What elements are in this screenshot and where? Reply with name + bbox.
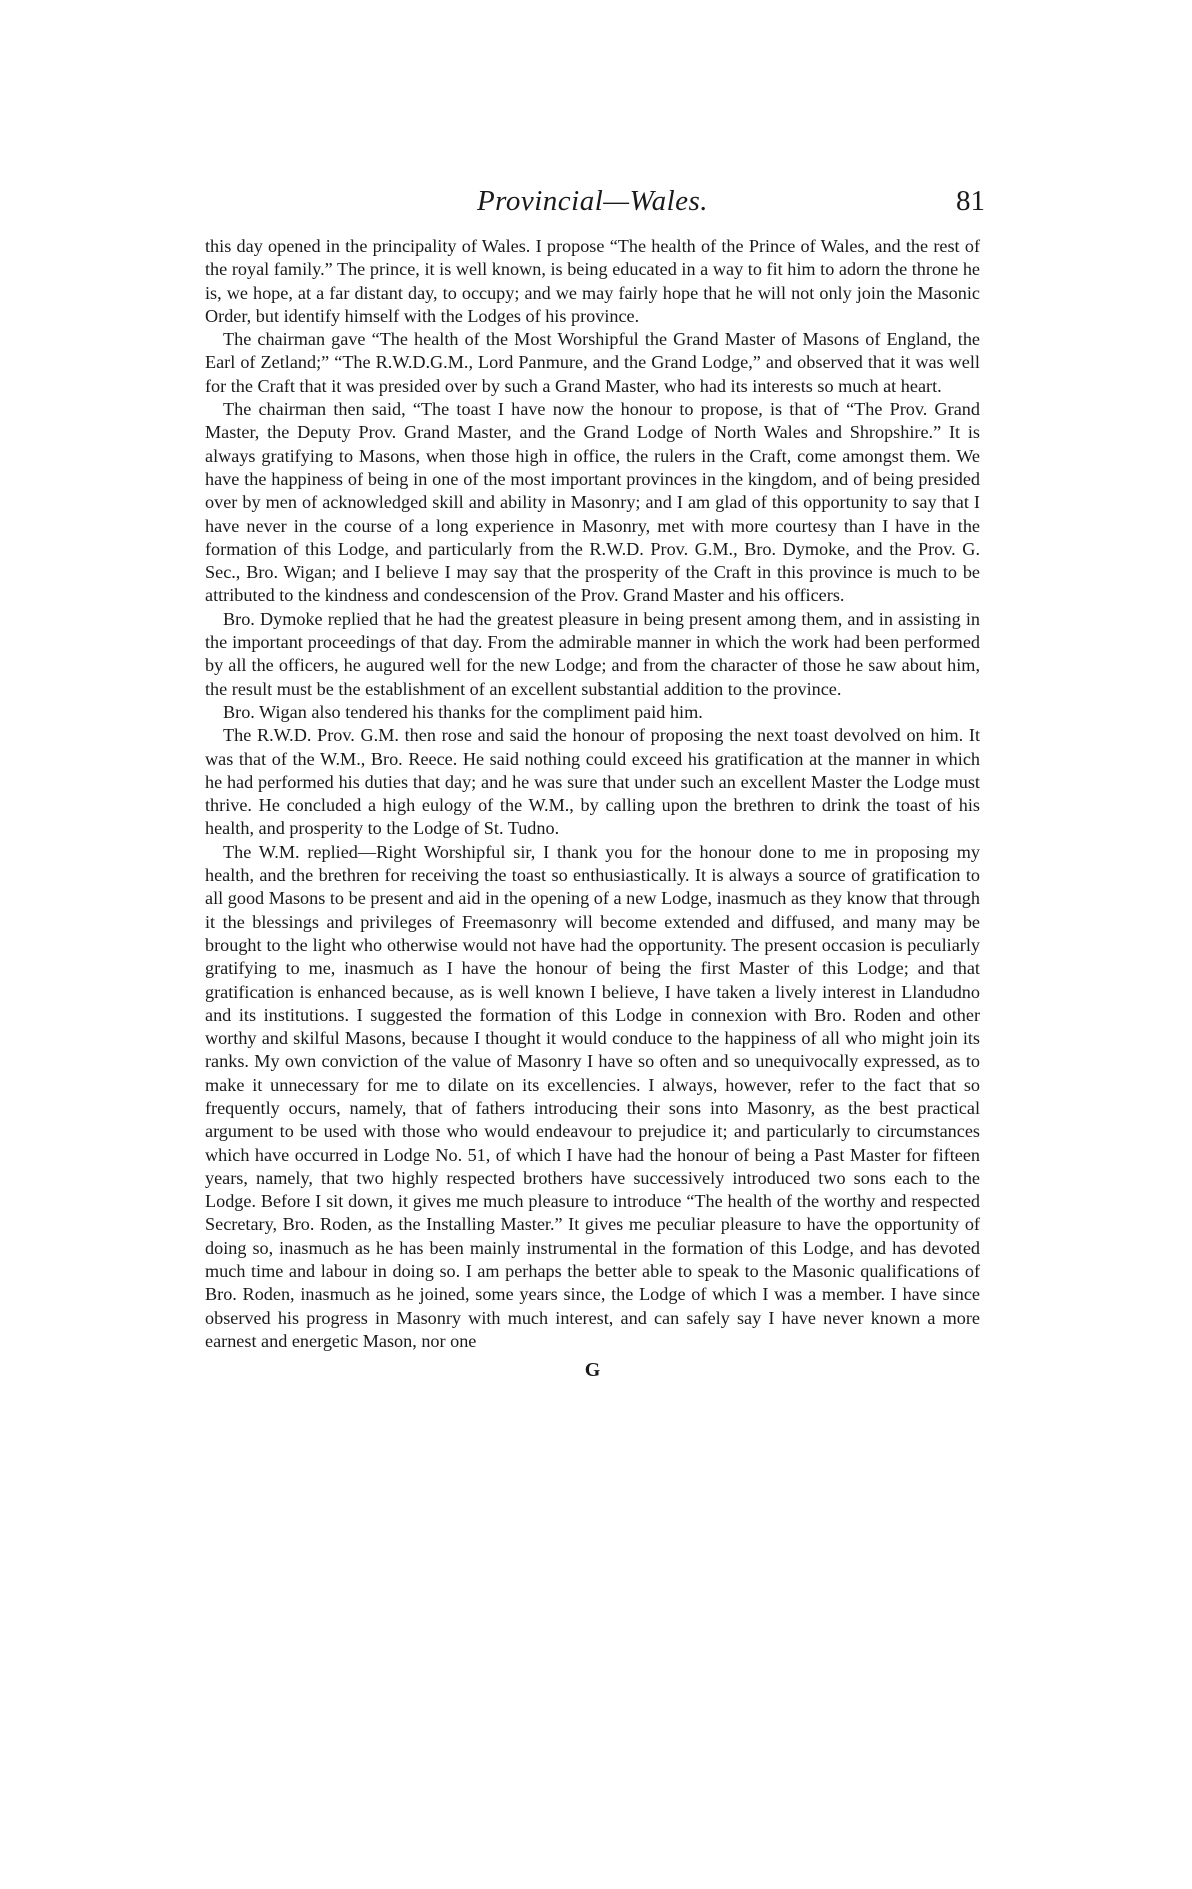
article-body (205, 235, 980, 1353)
page-number: 81 (956, 185, 985, 217)
page-header (205, 185, 985, 229)
paragraph-4: Bro. Dymoke replied that he had the greatest pleasure in being present among them, and in assisting in the important proceedings of that day. From the admirable manner in which the work had been performed by all the officers, he augured well for the new Lodge; and from the character of those he saw about him, the result must be the establishment of an excellent substantial addition to the province. (205, 608, 980, 699)
running-title: Provincial—Wales. (476, 185, 709, 217)
signature-mark: G (584, 1359, 601, 1382)
page (205, 185, 985, 1382)
paragraph-1: this day opened in the principality of Wales. I propose “The health of the Prince of Wales, and the rest of the royal family.” The prince, it is well known, is being educated in a way to fit him to adorn the throne he is, we hope, at a far distant day, to occupy; and we may fairly hope that he will not only join the Masonic Order, but identify himself with the Lodges of his province. (205, 236, 980, 326)
paragraph-5: Bro. Wigan also tendered his thanks for the compliment paid him. (223, 701, 703, 722)
paragraph-7: The W.M. replied—Right Worshipful sir, I thank you for the honour done to me in proposing my health, and the brethren for receiving the toast so enthusiastically. It is always a source of gratification to all good Masons to be present and aid in the opening of a new Lodge, inasmuch as they know that through it the blessings and privileges of Freemasonry will become extended and diffused, and many may be brought to the light who otherwise would not have had the opportunity. The present occasion is peculiarly gratifying to me, inasmuch as I have the honour of being the first Master of this Lodge; and that gratification is enhanced because, as is well known I believe, I have taken a lively interest in Llandudno and its institutions. I suggested the formation of this Lodge in connexion with Bro. Roden and other worthy and skilful Masons, because I thought it would conduce to the happiness of all who might join its ranks. My own conviction of the value of Masonry I have so often and so unequivocally expressed, as to make it unnecessary for me to dilate on its excellencies. I always, however, refer to the fact that so frequently occurs, namely, that of fathers introducing their sons into Masonry, as the best practical argument to be used with those who would endeavour to prejudice it; and particularly to circumstances which have occurred in Lodge No. 51, of which I have had the honour of being a Past Master for fifteen years, namely, that two highly respected brothers have successively introduced two sons each to the Lodge. Before I sit down, it gives me much pleasure to introduce “The health of the worthy and respected Secretary, Bro. Roden, as the Installing Master.” It gives me peculiar pleasure to have the opportunity of doing so, inasmuch as he has been mainly instrumental in the formation of this Lodge, and has devoted much time and labour in doing so. I am perhaps the better able to speak to the Masonic qualifications of Bro. Roden, inasmuch as he joined, some years since, the Lodge of which I was a member. I have since observed his progress in Masonry with much interest, and can safely say I have never known a more earnest and energetic Mason, nor one (205, 841, 980, 1351)
paragraph-3: The chairman then said, “The toast I have now the honour to propose, is that of “The Prov. Grand Master, the Deputy Prov. Grand Master, and the Grand Lodge of North Wales and Shropshire.” It is always gratifying to Masons, when those high in office, the rulers in the Craft, come amongst them. We have the happiness of being in one of the most important provinces in the kingdom, and of being presided over by men of acknowledged skill and ability in Masonry; and I am glad of this opportunity to say that I have never in the course of a long experience in Masonry, met with more courtesy than I have in the formation of this Lodge, and particularly from the R.W.D. Prov. G.M., Bro. Dymoke, and the Prov. G. Sec., Bro. Wigan; and I believe I may say that the prosperity of the Craft in this province is much to be attributed to the kindness and condescension of the Prov. Grand Master and his officers. (205, 399, 980, 606)
paragraph-6: The R.W.D. Prov. G.M. then rose and said the honour of proposing the next toast devolved on him. It was that of the W.M., Bro. Reece. He said nothing could exceed his gratification at the manner in which he had performed his duties that day; and he was sure that under such an excellent Master the Lodge must thrive. He concluded a high eulogy of the W.M., by calling upon the brethren to drink the toast of his health, and prosperity to the Lodge of St. Tudno. (205, 725, 980, 839)
paragraph-2: The chairman gave “The health of the Most Worshipful the Grand Master of Masons of England, the Earl of Zetland;” “The R.W.D.G.M., Lord Panmure, and the Grand Lodge,” and observed that it was well for the Craft that it was presided over by such a Grand Master, who had its interests so much at heart. (205, 329, 980, 396)
